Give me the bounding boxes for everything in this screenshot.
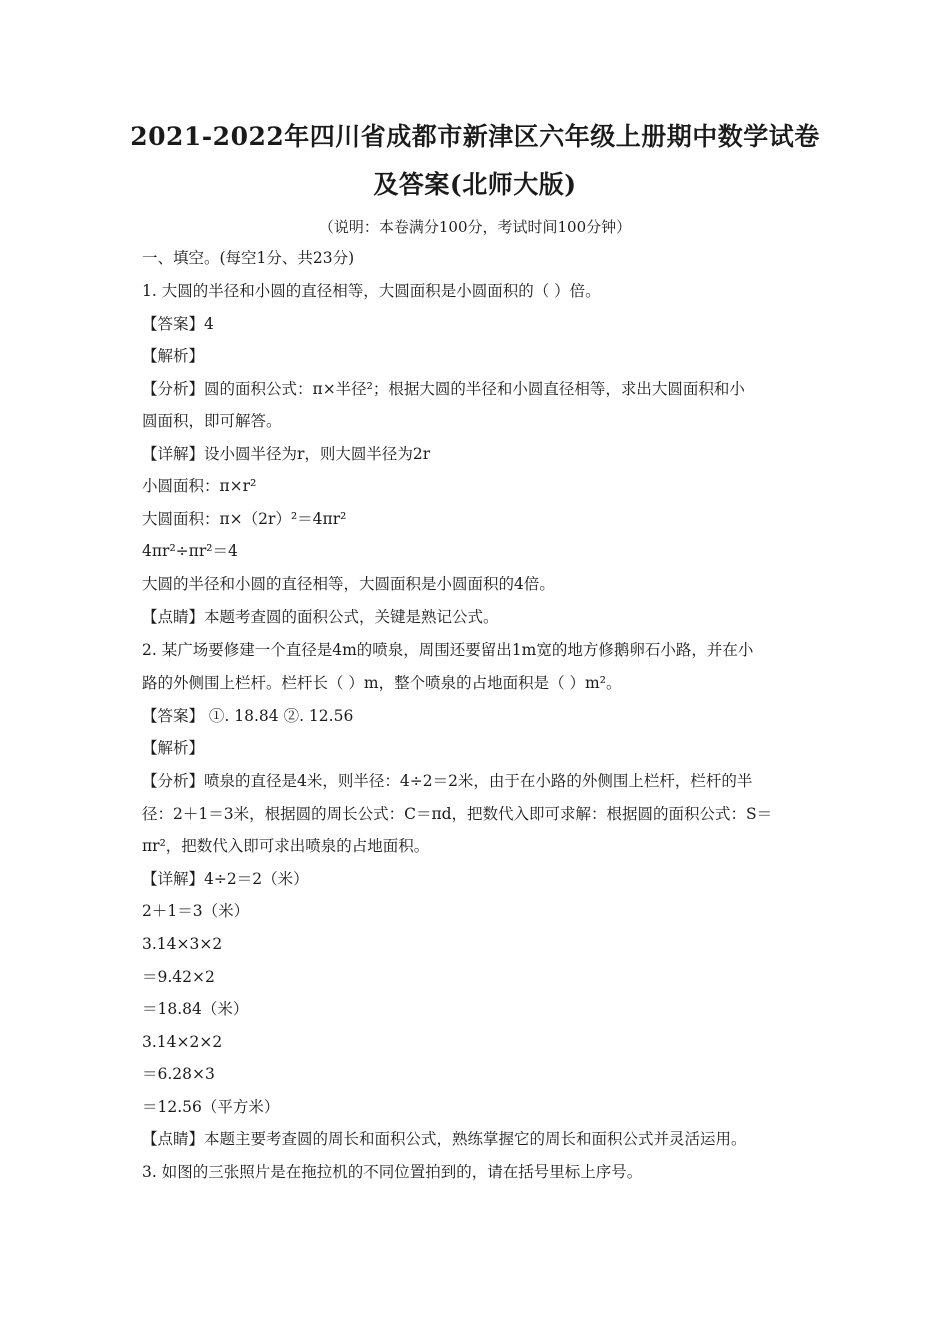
answer-label: 【答案】4 (142, 315, 214, 333)
section-heading: 一、填空。(每空1分、共23分) (142, 249, 355, 267)
document-title-line-2: 及答案(北师大版) (373, 170, 577, 199)
math-step: ＝6.28×3 (142, 1065, 215, 1083)
math-step: 小圆面积：π×r² (142, 477, 257, 495)
analysis-text: 圆面积，即可解答。 (142, 412, 282, 430)
analysis-text: 径：2＋1＝3米，根据圆的周长公式：C＝πd，把数代入即可求解：根据圆的面积公式：S＝ (142, 805, 773, 823)
math-step: 4πr²÷πr²＝4 (142, 542, 238, 560)
question-3: 3. 如图的三张照片是在拖拉机的不同位置拍到的，请在括号里标上序号。 (142, 1163, 643, 1181)
math-step: 大圆面积：π×（2r）²＝4πr² (142, 510, 347, 528)
math-step: ＝9.42×2 (142, 968, 215, 986)
conclusion-text: 大圆的半径和小圆的直径相等，大圆面积是小圆面积的4倍。 (142, 575, 555, 593)
math-step: ＝12.56（平方米） (142, 1098, 280, 1116)
math-step: 3.14×3×2 (142, 935, 223, 953)
question-1: 1. 大圆的半径和小圆的直径相等，大圆面积是小圆面积的（ ）倍。 (142, 282, 601, 300)
analysis-label: 【解析】 (142, 347, 205, 365)
answer-label: 【答案】 ①. 18.84 ②. 12.56 (142, 707, 354, 725)
question-2: 路的外侧围上栏杆。栏杆长（ ）m，整个喷泉的占地面积是（ ）m²。 (142, 674, 622, 692)
math-step: 2＋1＝3（米） (142, 902, 250, 920)
analysis-label: 【解析】 (142, 739, 205, 757)
exam-note: （说明：本卷满分100分，考试时间100分钟） (318, 218, 632, 236)
math-step: 3.14×2×2 (142, 1033, 223, 1051)
comment-text: 【点睛】本题考查圆的面积公式，关键是熟记公式。 (142, 608, 499, 626)
math-step: ＝18.84（米） (142, 1000, 249, 1018)
analysis-text: 【分析】喷泉的直径是4米，则半径：4÷2＝2米，由于在小路的外侧围上栏杆，栏杆的半 (142, 772, 753, 790)
detail-text: 【详解】设小圆半径为r，则大圆半径为2r (142, 445, 431, 463)
analysis-text: πr²，把数代入即可求出喷泉的占地面积。 (142, 837, 430, 855)
analysis-text: 【分析】圆的面积公式：π×半径²；根据大圆的半径和小圆直径相等，求出大圆面积和小 (142, 380, 745, 398)
detail-text: 【详解】4÷2＝2（米） (142, 870, 309, 888)
question-2: 2. 某广场要修建一个直径是4m的喷泉，周围还要留出1m宽的地方修鹅卵石小路，并在小 (142, 641, 754, 659)
comment-text: 【点睛】本题主要考查圆的周长和面积公式，熟练掌握它的周长和面积公式并灵活运用。 (142, 1130, 747, 1148)
document-title-line-1: 2021-2022年四川省成都市新津区六年级上册期中数学试卷 (130, 122, 820, 151)
